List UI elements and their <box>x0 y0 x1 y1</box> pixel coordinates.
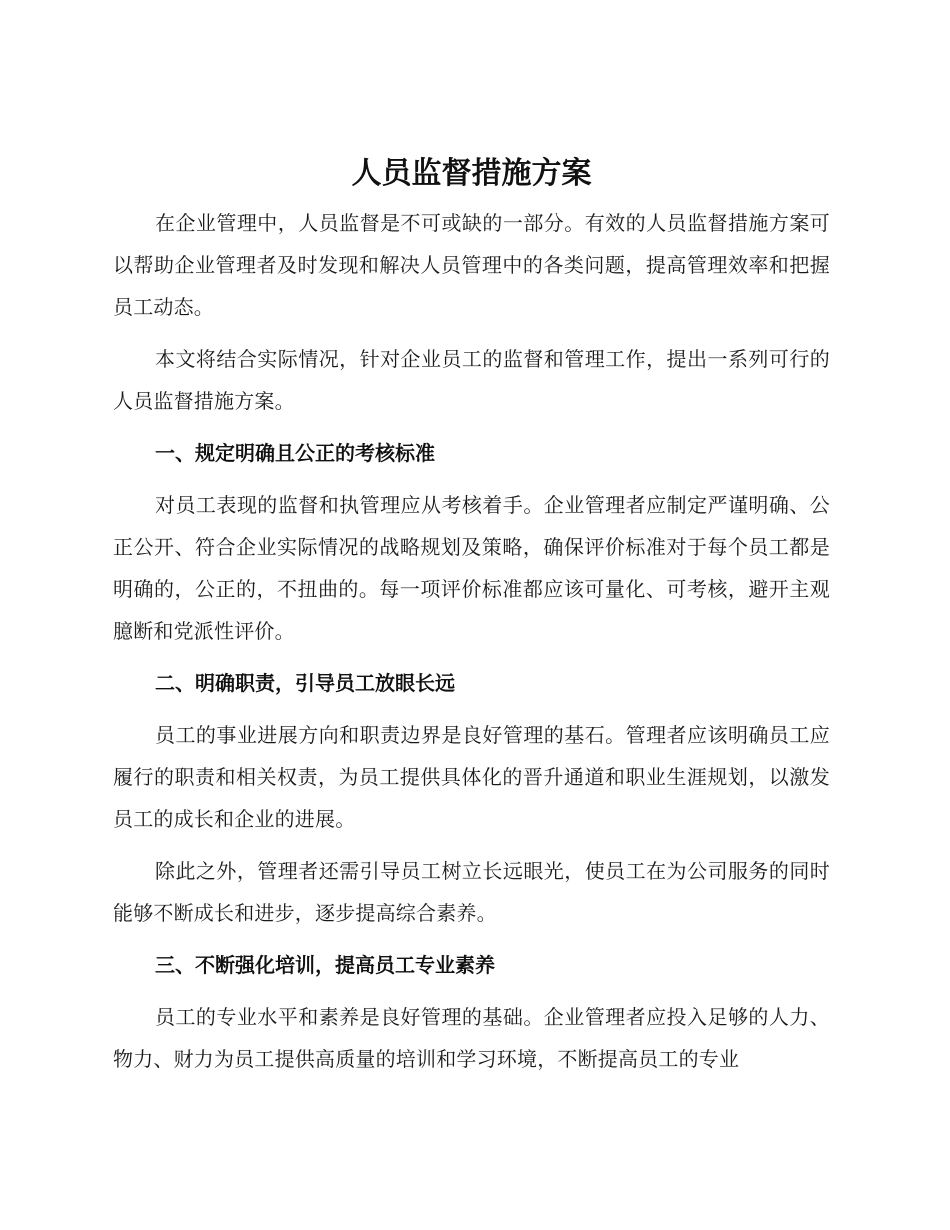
section-1-heading: 一、规定明确且公正的考核标准 <box>155 441 435 465</box>
section-2-paragraph-1: 员工的事业进展方向和职责边界是良好管理的基石。管理者应该明确员工应履行的职责和相关权责，为员工提供具体化的晋升通道和职业生涯规划，以激发员工的成长和企业的进展。 <box>113 723 830 831</box>
intro-paragraph-2: 本文将结合实际情况，针对企业员工的监督和管理工作，提出一系列可行的人员监督措施方案。 <box>113 347 830 413</box>
document-body <box>113 150 830 1090</box>
section-2-paragraph-2: 除此之外，管理者还需引导员工树立长远眼光，使员工在为公司服务的同时能够不断成长和进步，逐步提高综合素养。 <box>113 859 830 925</box>
section-1-paragraph-1: 对员工表现的监督和执管理应从考核着手。企业管理者应制定严谨明确、公正公开、符合企业实际情况的战略规划及策略，确保评价标准对于每个员工都是明确的，公正的，不扭曲的。每一项评价标准都应该可量化、可考核，避开主观臆断和党派性评价。 <box>113 493 830 643</box>
section-2-heading: 二、明确职责，引导员工放眼长远 <box>155 671 455 695</box>
section-3-heading: 三、不断强化培训，提高员工专业素养 <box>155 953 495 977</box>
document-title: 人员监督措施方案 <box>351 156 592 191</box>
section-3-paragraph-1: 员工的专业水平和素养是良好管理的基础。企业管理者应投入足够的人力、物力、财力为员工提供高质量的培训和学习环境，不断提高员工的专业 <box>113 1005 830 1071</box>
intro-paragraph-1: 在企业管理中，人员监督是不可或缺的一部分。有效的人员监督措施方案可以帮助企业管理者及时发现和解决人员管理中的各类问题，提高管理效率和把握员工动态。 <box>113 211 830 319</box>
